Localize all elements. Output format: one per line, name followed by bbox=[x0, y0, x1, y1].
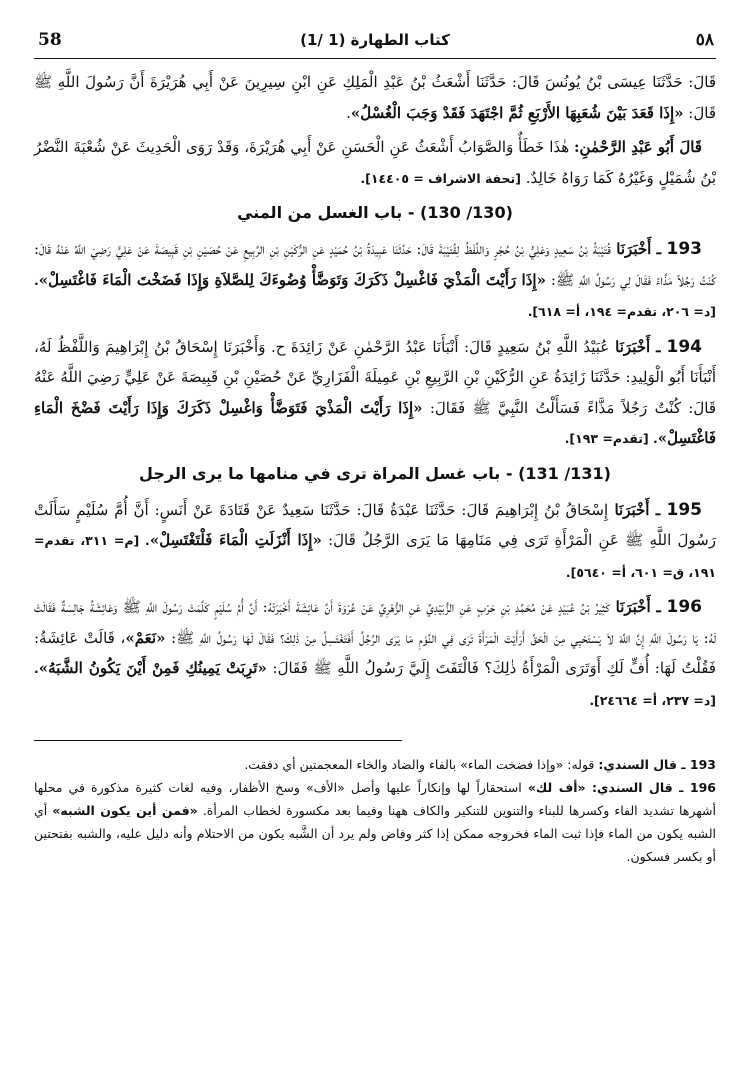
footnote-text: أي الشبه يكون من الماء فإذا ثبت الماء فخروجه ممكن إذا كثر وفاض ولم يرد أن الشَّبه يكون من الاحتلام وأنه دليل عليه، والشبه بفتحتين أو بكسر فسكون. bbox=[34, 803, 716, 864]
hadith-194 bbox=[34, 332, 716, 455]
hadith-number: 196 bbox=[666, 597, 702, 617]
footnote-text: قوله: «وإذا فضخت الماء» بالفاء والضاد والخاء المعجمتين أي دفقت. bbox=[244, 757, 599, 772]
page-header bbox=[34, 22, 716, 59]
source-reference: . [تقدم= ١٩٣]. bbox=[564, 431, 658, 446]
footnote-196 bbox=[34, 776, 716, 868]
akhbarana-word: ـ أَخْبَرَنَا bbox=[609, 598, 667, 616]
source-reference: [تحفة الاشراف = ١٤٤٠٥]. bbox=[360, 170, 521, 186]
narration-text: إِسْحَاقُ بْنُ إِبْرَاهِيمَ قَالَ: حَدَّثَنَا عَبْدَةُ قَالَ: حَدَّثَنَا سَعِيدٌ عَنْ قَتَادَةَ عَنْ أَنَسٍ: أَنَّ أُمَّ سُلَيْمٍ سَأَلَتْ رَسُولَ اللَّهِ ﷺ عَنِ الْمَرْأَةِ تَرَى فِي مَنَامِهَا مَا يَرَى الرَّجُلُ قَالَ: bbox=[34, 500, 716, 549]
narration-text: ، قَالَتْ عَائِشَةُ: فَقُلْتُ لَهَا: أُفٍّ لَكِ أَوَتَرَى الْمَرْأَةُ ذٰلِكَ؟ فَالْتَفَتَ إِلَيَّ رَسُولُ اللَّهِ ﷺ فَقَالَ: bbox=[34, 628, 716, 677]
footnote-quote: «فمن أين يكون الشبه» bbox=[52, 803, 198, 818]
hadith-193 bbox=[34, 234, 716, 328]
narration-text: قُتَيْبَةُ بْنُ سَعِيدٍ وَعَلِيُّ بْنُ حُجْرٍ وَاللَّفْظُ لِقُتَيْبَةَ قَالَ: حَدَّثَنَا عَبِيدَةُ بْنُ حُمَيْدٍ عَنِ الرُّكَيْنِ بْنِ الرَّبِيعِ عَنْ حُصَيْنِ بْنِ قَبِيصَةَ عَنْ عَلِيٍّ رَضِيَ اللَّهُ عَنْهُ قَالَ: كُنْتُ رَجُلاً مَذَّاءً فَقَالَ لِي رَسُولُ اللَّهِ ﷺ: bbox=[34, 240, 716, 289]
running-title: (1/ 1) كتاب الطهارة bbox=[300, 31, 450, 49]
hadith-196 bbox=[34, 592, 716, 716]
hadith-number: 194 bbox=[666, 336, 702, 357]
chapter-heading: (131/ 131) - باب غسل المراة ترى في منامها ما يرى الرجل bbox=[139, 463, 611, 483]
page-number-latin: 58 bbox=[38, 30, 62, 50]
chapter-heading: (130/ 130) - باب الغسل من المني bbox=[237, 203, 513, 222]
hadith-quote: «إِذَا قَعَدَ بَيْنَ شُعَبِهَا الأَرْبَعِ ثُمَّ اجْتَهَدَ فَقَدْ وَجَبَ الْغُسْلُ» bbox=[350, 103, 684, 122]
book-page bbox=[34, 22, 716, 868]
paragraph-continuation bbox=[34, 67, 716, 128]
page-number-arabic: ٥٨ bbox=[695, 30, 714, 50]
narration-text: قَالَ: حَدَّثَنَا عِيسَى بْنُ يُونُسَ قَالَ: حَدَّثَنَا أَشْعَثُ بْنُ عَبْدِ الْمَلِكِ عَنِ ابْنِ سِيرِينَ عَنْ أَبِي هُرَيْرَةَ أَنَّ رَسُولَ اللَّهِ ﷺ قَالَ: bbox=[34, 73, 716, 122]
hadith-quote: «إِذَا رَأَيْتَ الْمَذْيَ فَتَوَضَّأْ وَاغْسِلْ ذَكَرَكَ وَإِذَا رَأَيْتَ فَضْخَ الْمَاءِ فَاغْتَسِلْ» bbox=[34, 398, 716, 447]
hadith-number: 195 bbox=[666, 499, 702, 520]
paragraph-commentary bbox=[34, 132, 716, 194]
hadith-quote: «إِذَا رَأَيْتَ الْمَذْيَ فَاغْسِلْ ذَكَرَكَ وَتَوَضَّأْ وُضُوءَكَ لِلصَّلاَةِ وَإِذَا فَضَخْتَ الْمَاءَ فَاغْتَسِلْ» bbox=[38, 270, 546, 289]
narration-text: كَثِيرُ بْنُ عُبَيْدٍ عَنْ مُحَمَّدِ بْنِ حَرْبٍ عَنِ الزُّبَيْدِيِّ عَنِ الزُّهْرِيِّ عَنْ عُرْوَةَ أَنَّ عَائِشَةَ أَخْبَرَتْهُ: أَنَّ أُمَّ سُلَيْمٍ كَلَّمَتْ رَسُولَ اللَّهِ ﷺ وَعَائِشَةُ جَالِسَةٌ فَقَالَتْ لَهُ: يَا رَسُولَ اللَّهِ إِنَّ اللَّهَ لاَ يَسْتَحْيِي مِنَ الْحَقِّ أَرَأَيْتَ الْمَرْأَةَ تَرَى فِي النَّوْمِ مَا يَرَى الرَّجُلُ أَفَتَغْتَسِلُ مِنْ ذٰلِكَ؟ فَقَالَ لَهَا رَسُولُ اللَّهِ ﷺ: bbox=[34, 598, 716, 647]
narration-text: عُبَيْدُ اللَّهِ بْنُ سَعِيدٍ قَالَ: أَنْبَأَنَا عَبْدُ الرَّحْمٰنِ عَنْ زَائِدَةَ ح. وَأَخْبَرَنَا إِسْحَاقُ بْنُ إِبْرَاهِيمَ وَاللَّفْظُ لَهُ، أَنْبَأَنَا أَبُو الْوَلِيدِ: حَدَّثَنَا زَائِدَةُ عَنِ الرُّكَيْنِ بْنِ الرَّبِيعِ بْنِ عَمِيلَةَ الْفَزَارِيِّ عَنْ حُصَيْنِ بْنِ قَبِيصَةَ عَنْ عَلِيٍّ رَضِيَ اللَّهُ عَنْهُ قَالَ: كُنْتُ رَجُلاً مَذَّاءً فَسَأَلْتُ النَّبِيَّ ﷺ فَقَالَ: bbox=[34, 337, 716, 417]
footnote-label: 193 ـ قال السندي: bbox=[598, 757, 716, 772]
footnote-quote: «أف لك» bbox=[527, 780, 593, 795]
akhbarana-word: ـ أَخْبَرَنَا bbox=[609, 337, 667, 356]
hadith-number: 193 bbox=[666, 239, 702, 259]
footnotes bbox=[34, 753, 716, 868]
footnote-divider bbox=[34, 740, 402, 741]
akhbarana-word: ـ أَخْبَرَنَا bbox=[610, 240, 667, 258]
hadith-quote: «تَرِبَتْ يَمِينُكِ فَمِنْ أَيْنَ يَكُونُ الشَّبَهُ» bbox=[38, 659, 267, 677]
hadith-quote: «إِذَا أَنْزَلَتِ الْمَاءَ فَلْتَغْتَسِلْ» bbox=[149, 531, 322, 549]
akhbarana-word: ـ أَخْبَرَنَا bbox=[608, 500, 667, 519]
source-reference: . [م= ٣١١، تقدم= ١٩١، ق= ٦٠١، أ= ٥٦٤٠]. bbox=[34, 533, 716, 580]
source-reference: . [د= ٢٠٦، تقدم= ١٩٤، أ= ٦١٨]. bbox=[34, 272, 716, 319]
footnote-text: استحقاراً لها وإنكاراً عليها وأصل «الأف» وسخ الأظفار، وفيه لغات كثيرة مذكورة في محلها أشهرها تشديد الفاء وكسرها للبناء والتنوين للتنكير والكاف ههنا وفيما بعد مكسورة لخطاب المرأة. bbox=[34, 780, 717, 818]
commentator-lead: قَالَ أَبُو عَبْدِ الرَّحْمٰنِ: bbox=[574, 138, 702, 156]
hadith-quote: «نَعَمْ» bbox=[125, 628, 166, 647]
hadith-195 bbox=[34, 495, 716, 589]
source-reference: . [د= ٢٣٧، أ= ٢٤٦٦٤]. bbox=[34, 661, 716, 708]
commentary-text: هٰذَا خَطَأٌ وَالصَّوَابُ أَشْعَثُ عَنِ الْحَسَنِ عَنْ أَبِي هُرَيْرَةَ، وَقَدْ رَوَى الْحَدِيثَ عَنْ شُعْبَةَ النَّضْرُ بْنُ شُمَيْلٍ وَغَيْرُهُ كَمَا رَوَاهُ خَالِدٌ. bbox=[34, 138, 716, 187]
main-text bbox=[34, 67, 716, 716]
footnote-label: 196 ـ قال السندي: bbox=[592, 780, 716, 795]
footnote-193 bbox=[34, 753, 716, 776]
sentence-end: . bbox=[346, 103, 351, 122]
